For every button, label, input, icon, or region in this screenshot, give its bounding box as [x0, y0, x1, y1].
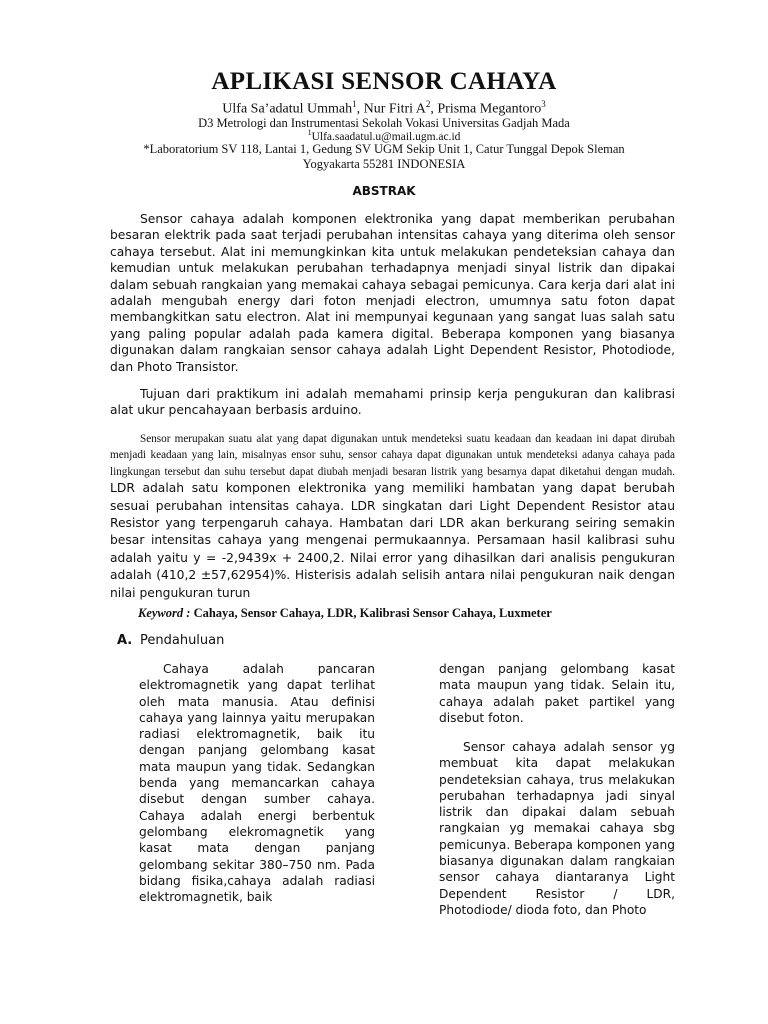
- left-column: [139, 661, 375, 905]
- author-2-sup: 2: [425, 99, 431, 109]
- affiliation: D3 Metrologi dan Instrumentasi Sekolah Vokasi Universitas Gadjah Mada: [198, 116, 570, 130]
- abstract-paragraph-3: [110, 431, 675, 602]
- lab-address-line-2: Yogyakarta 55281 INDONESIA: [302, 157, 466, 171]
- email-line: [0, 128, 768, 143]
- abstract-heading: ABSTRAK: [352, 184, 416, 198]
- abstract-paragraph-3-sans-text: LDR adalah satu komponen elektronika yang memiliki hambatan yang dapat berubah sesuai perubahan intensitas cahaya. LDR singkatan dari Light Dependent Resistor atau Resistor yang terpengaruh cahaya. Hambatan dari LDR akan berkurang seiring semakin besar intensitas cahaya yang mengenai permukaannya. Persamaan hasil kalibrasi suhu adalah yaitu y = -2,9439x + 2400,2. Nilai error yang dihasilkan dari analisis pengukuran adalah (410,2 ±57,62954)%. Histerisis adalah selisih antara nilai pengukuran naik dengan nilai pengukuran turun: [110, 481, 675, 600]
- section-heading: [117, 633, 224, 648]
- lab-address: [0, 142, 768, 172]
- author-1: Ulfa Sa’adatul Ummah: [222, 101, 353, 117]
- section-title: Pendahuluan: [140, 633, 225, 648]
- author-2: Nur Fitri A: [363, 101, 426, 117]
- email-sup: 1: [307, 128, 312, 137]
- right-column-paragraph-1: [439, 661, 675, 726]
- keywords-text: Cahaya, Sensor Cahaya, LDR, Kalibrasi Sensor Cahaya, Luxmeter: [193, 606, 552, 620]
- author-3: Prisma Megantoro: [437, 101, 542, 117]
- section-letter: A.: [117, 633, 133, 648]
- abstract-paragraph-1-text: Sensor cahaya adalah komponen elektronika yang dapat memberikan perubahan besaran elektrik pada saat terjadi perubahan intensitas cahaya yang diterima oleh sensor cahaya tersebut. Alat ini memungkinkan kita untuk melakukan pendeteksian cahaya dan kemudian untuk melakukan perubahan terhadapnya menjadi sinyal listrik dan dipakai dalam sebuah rangkaian yang memakai cahaya sebagai pemicunya. Cara kerja dari alat ini adalah mengubah energy dari foton menjadi electron, umumnya satu foton dapat membangkitkan satu electron. Alat ini mempunyai kegunaan yang sangat luas salah satu yang paling popular adalah pada kamera digital. Beberapa komponen yang biasanya digunakan dalam rangkaian sensor cahaya adalah Light Dependent Resistor, Photodiode, dan Photo Transistor.: [110, 212, 675, 374]
- left-column-text: Cahaya adalah pancaran elektromagnetik yang dapat terlihat oleh mata manusia. Atau definisi cahaya yang lainnya yaitu merupakan radiasi elektromagnetik, baik itu dengan panjang gelombang kasat mata maupun yang tidak. Sedangkan benda yang memancarkan cahaya disebut dengan sumber cahaya. Cahaya adalah energi berbentuk gelombang elekromagnetik yang kasat mata dengan panjang gelombang sekitar 380–750 nm. Pada bidang fisika,cahaya adalah radiasi elektromagnetik, baik: [139, 662, 375, 905]
- email-address: Ulfa.saadatul.u@mail.ugm.ac.id: [311, 130, 461, 143]
- abstract-paragraph-2: [110, 386, 675, 419]
- paper-title: APLIKASI SENSOR CAHAYA: [211, 68, 557, 95]
- right-column-text-1: dengan panjang gelombang kasat mata maupun yang tidak. Selain itu, cahaya adalah paket partikel yang disebut foton.: [439, 662, 675, 725]
- author-3-sup: 3: [541, 99, 546, 109]
- abstract-paragraph-2-text: Tujuan dari praktikum ini adalah memahami prinsip kerja pengukuran dan kalibrasi alat ukur pencahayaan berbasis arduino.: [110, 387, 675, 418]
- abstract-paragraph-1: [110, 211, 675, 375]
- right-column-text-2: Sensor cahaya adalah sensor yg membuat kita dapat melakukan pendeteksian cahaya, trus melakukan perubahan terhadapnya jadi sinyal listrik dan dipakai dalam sebuah rangkaian yg memakai cahaya sbg pemicunya. Beberapa komponen yang biasanya digunakan dalam rangkaian sensor cahaya diantaranya Light Dependent Resistor / LDR, Photodiode/ dioda foto, dan Photo: [439, 740, 675, 917]
- keywords-label: Keyword :: [138, 606, 191, 620]
- keywords: [138, 606, 552, 621]
- author-1-sup: 1: [352, 99, 357, 109]
- author-line: Ulfa Sa’adatul Ummah$^1$, Nur Fitri $A^2$, Prisma Megantoro$^3$: [222, 99, 546, 117]
- right-column-paragraph-2: [439, 739, 675, 918]
- abstract-paragraph-3-serif-text: Sensor merupakan suatu alat yang dapat digunakan untuk mendeteksi suatu keadaan dan keadaan ini dapat dirubah menjadi keadaan yang lain, misalnyas ensor suhu, sensor cahaya dapat digunakan untuk mendeteksi adanya cahaya pada lingkungan tersebut dan suhu tersebut dapat diubah menjadi besaran listrik yang besarnya dapat diketahui dengan mudah.: [110, 433, 675, 478]
- lab-address-line-1: *Laboratorium SV 118, Lantai 1, Gedung SV UGM Sekip Unit 1, Catur Tunggal Depok Sleman: [143, 142, 625, 156]
